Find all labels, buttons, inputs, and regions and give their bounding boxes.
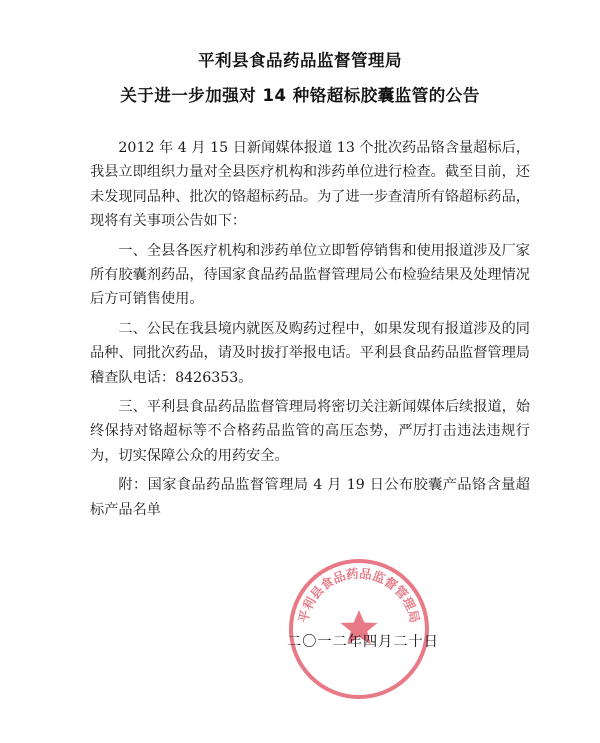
document-body	[90, 136, 530, 527]
paragraph-intro: 2012 年 4 月 15 日新闻媒体报道 13 个批次药品铬含量超标后，我县立即组织力量对全县医疗机构和涉药单位进行检查。截至目前，还未发现同品种、批次的铬超标药品。为了进一步查清所有铬超标药品，现将有关事项公告如下：	[90, 140, 530, 230]
document-title-line2: 关于进一步加强对 14 种铬超标胶囊监管的公告	[120, 86, 480, 105]
official-seal	[284, 554, 434, 704]
paragraph-attachment: 附：国家食品药品监督管理局 4 月 19 日公布胶囊产品铬含量超标产品名单	[90, 477, 530, 518]
paragraph-item-1: 一、全县各医疗机构和涉药单位立即暂停销售和使用报道涉及厂家所有胶囊剂药品，待国家食品药品监督管理局公布检验结果及处理情况后方可销售使用。	[90, 242, 530, 308]
paragraph-item-3: 三、平利县食品药品监督管理局将密切关注新闻媒体后续报道，始终保持对铬超标等不合格药品监管的高压态势，严厉打击违法违规行为，切实保障公众的用药安全。	[90, 399, 530, 464]
paragraph-item-2: 二、公民在我县境内就医及购药过程中，如果发现有报道涉及的同品种、同批次药品，请及时拔打举报电话。平利县食品药品监督管理局稽查队电话：8426353。	[90, 320, 530, 386]
seal-text: 平利县食品药品监督管理局	[295, 565, 423, 625]
document-date: 二〇一二年四月二十日	[287, 634, 439, 650]
document-title-line1: 平利县食品药品监督管理局	[198, 51, 402, 70]
